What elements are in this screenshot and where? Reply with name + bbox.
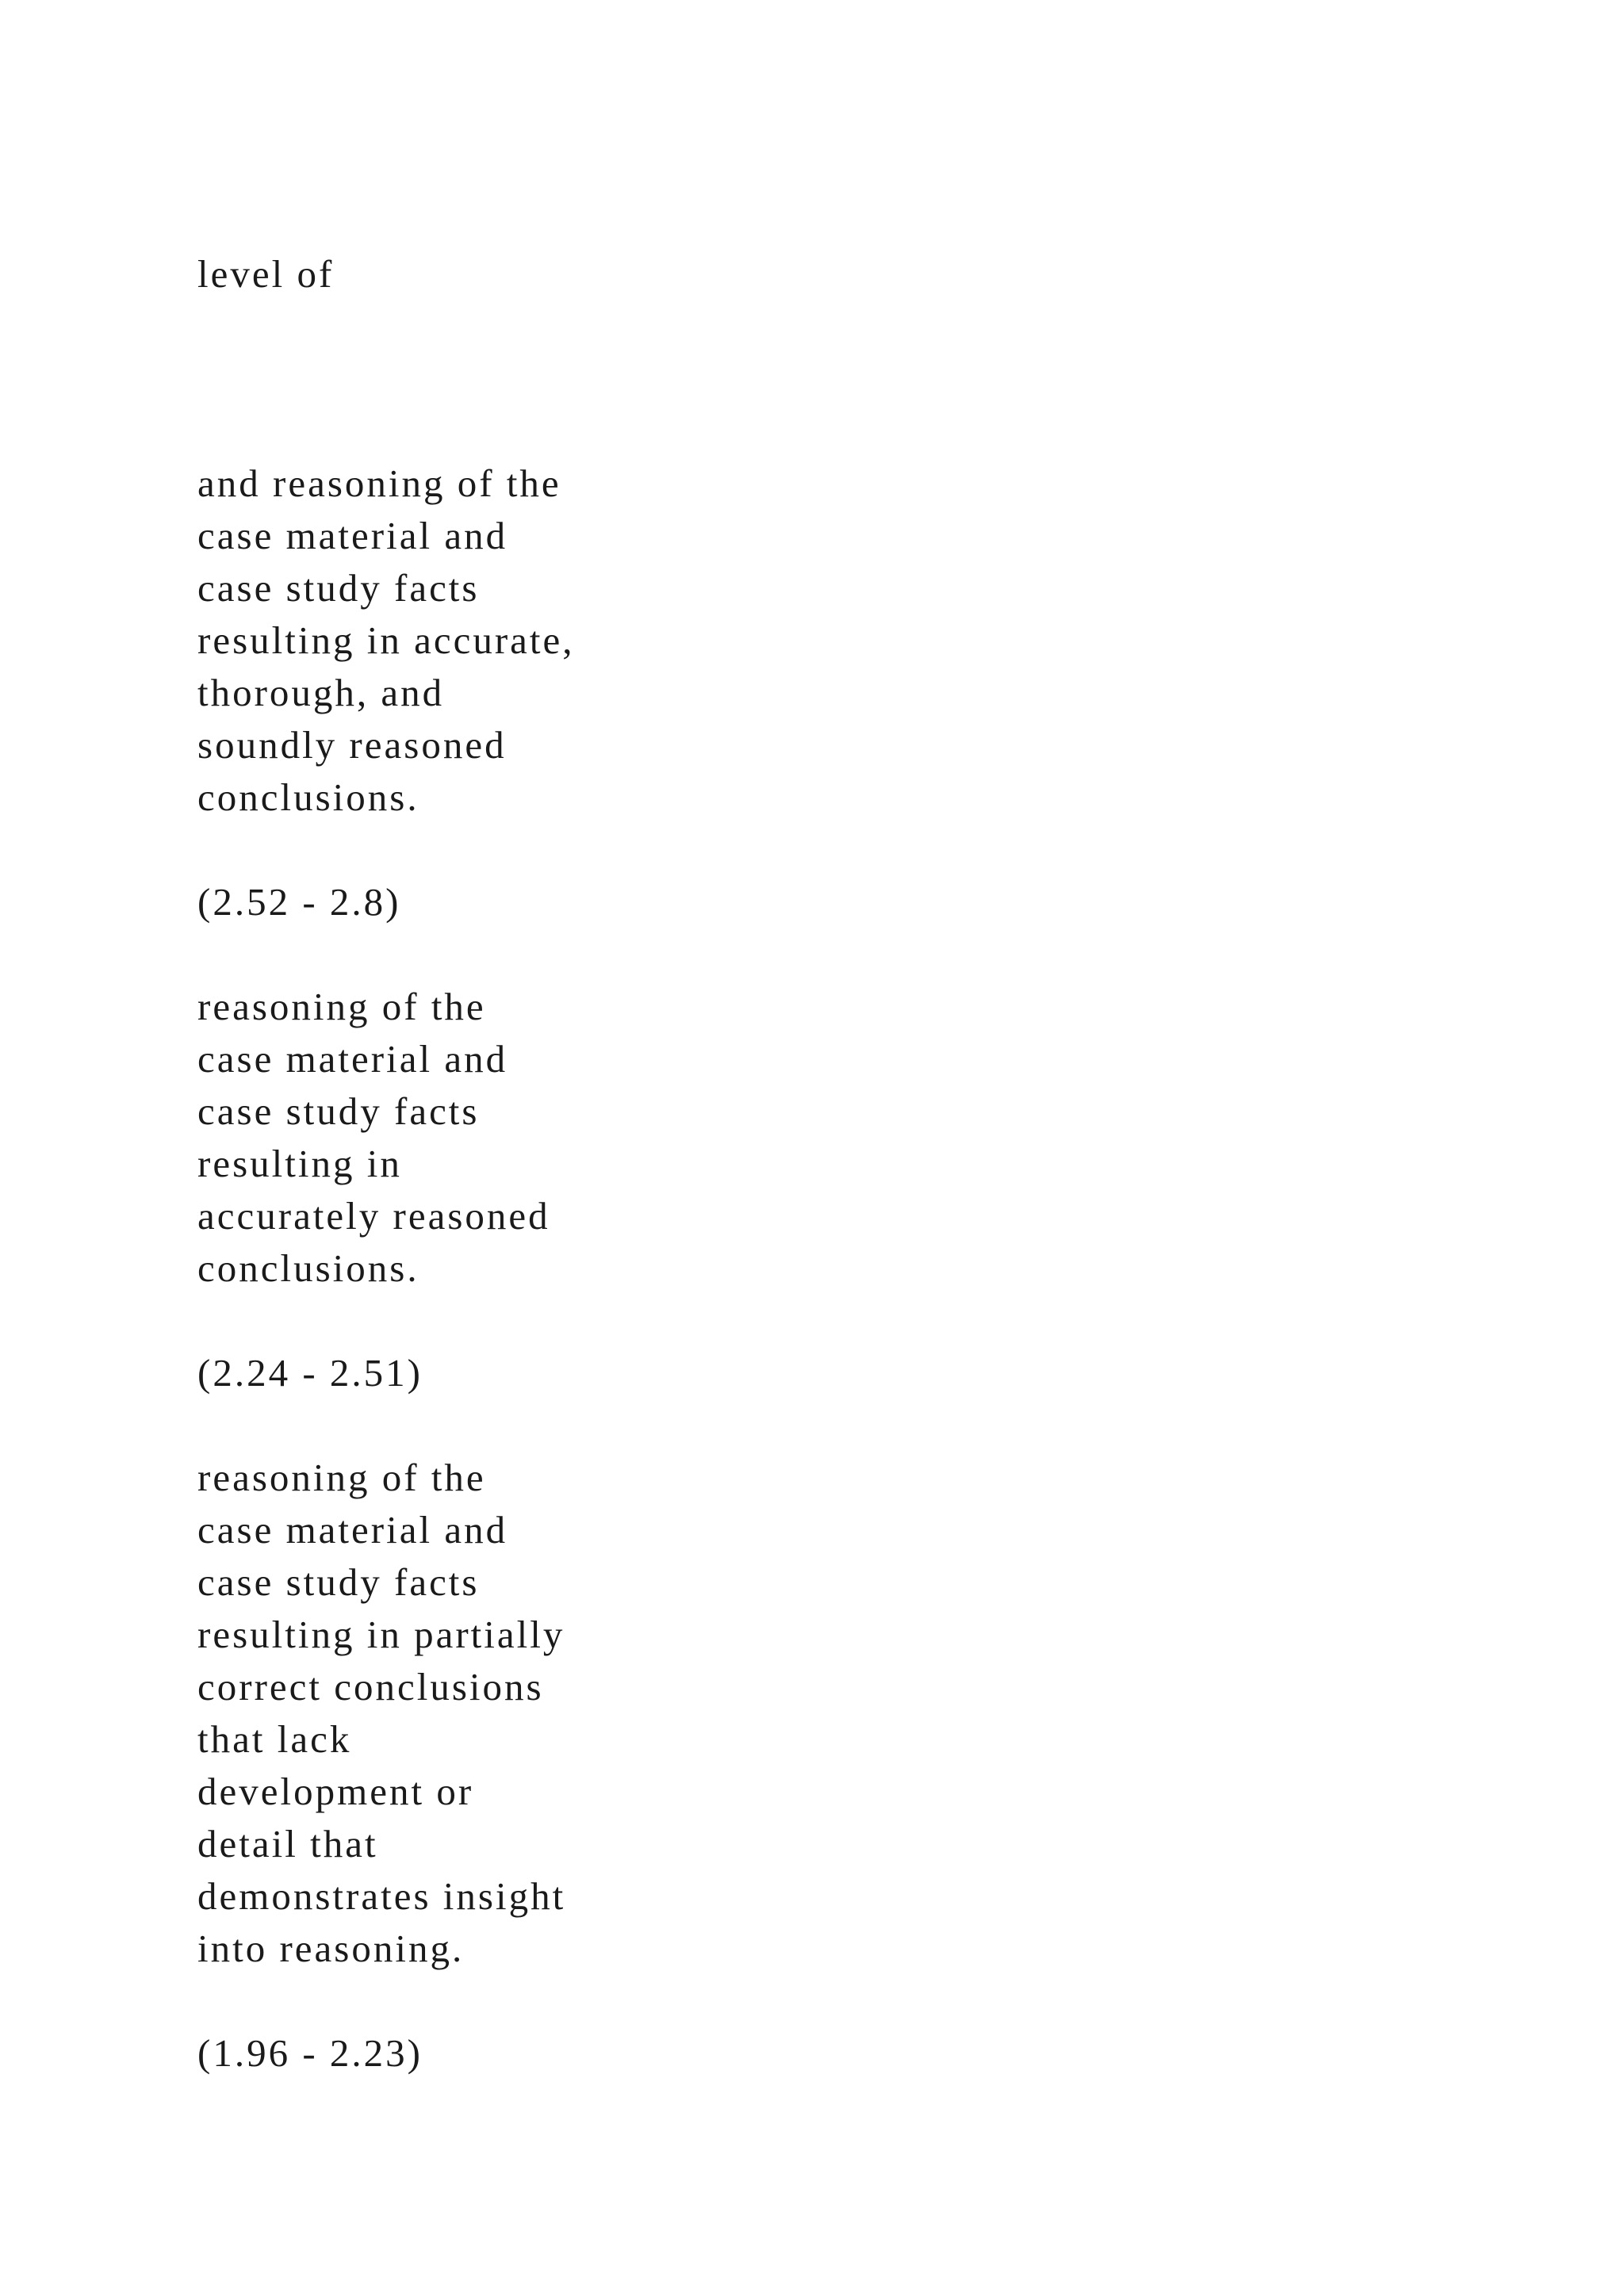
text-line: reasoning of the bbox=[197, 985, 486, 1028]
text-line: and reasoning of the bbox=[197, 461, 561, 505]
text-line: conclusions. bbox=[197, 775, 419, 819]
text-line: that lack bbox=[197, 1717, 352, 1761]
text-line: into reasoning. bbox=[197, 1927, 465, 1970]
text-line: detail that bbox=[197, 1822, 378, 1866]
text-line: development or bbox=[197, 1770, 474, 1813]
text-line: conclusions. bbox=[197, 1246, 419, 1290]
text-line: case material and bbox=[197, 1037, 508, 1081]
text-line: demonstrates insight bbox=[197, 1874, 566, 1918]
heading-fragment: level of bbox=[197, 252, 335, 296]
text-line: resulting in partially bbox=[197, 1613, 565, 1656]
text-line: case material and bbox=[197, 1508, 508, 1552]
text-line: reasoning of the bbox=[197, 1456, 486, 1499]
text-line: case study facts bbox=[197, 1089, 480, 1133]
text-line: accurately reasoned bbox=[197, 1194, 550, 1238]
text-line: case study facts bbox=[197, 1560, 480, 1604]
score-range: (1.96 - 2.23) bbox=[197, 2031, 423, 2075]
score-range: (2.52 - 2.8) bbox=[197, 880, 401, 924]
score-range: (2.24 - 2.51) bbox=[197, 1351, 423, 1395]
text-line: correct conclusions bbox=[197, 1665, 544, 1709]
text-line: thorough, and bbox=[197, 671, 445, 714]
text-line: case material and bbox=[197, 514, 508, 557]
text-line: resulting in accurate, bbox=[197, 618, 575, 662]
text-line: soundly reasoned bbox=[197, 723, 507, 767]
text-line: resulting in bbox=[197, 1142, 402, 1185]
text-line: case study facts bbox=[197, 566, 480, 610]
